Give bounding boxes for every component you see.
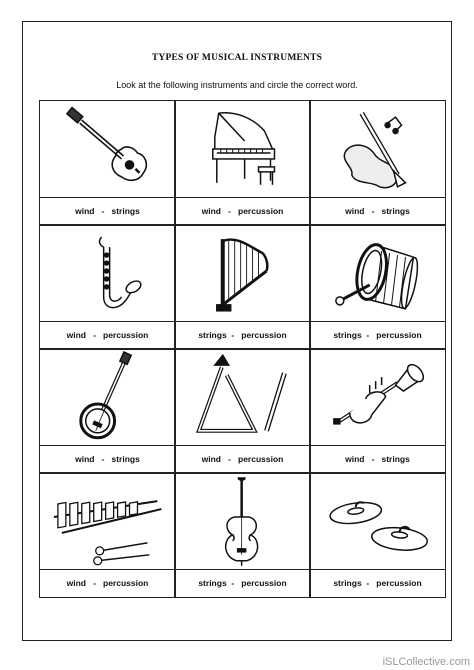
instrument-card	[309, 100, 445, 225]
instrument-card	[39, 348, 175, 473]
answer-choices[interactable]: wind - percussion	[40, 321, 174, 349]
instrument-card	[39, 100, 175, 225]
instrument-card	[174, 224, 310, 349]
saxophone-icon	[40, 225, 174, 320]
harp-icon	[175, 225, 309, 320]
banjo-icon	[40, 349, 174, 444]
instrument-card	[174, 100, 310, 225]
cymbals-icon	[310, 473, 444, 568]
triangle-icon	[175, 349, 309, 444]
answer-choices[interactable]: wind - percussion	[175, 197, 309, 225]
answer-choices[interactable]: wind - strings	[310, 197, 444, 225]
answer-choices[interactable]: wind - strings	[40, 197, 174, 225]
instrument-card	[174, 348, 310, 473]
grand-piano-icon	[175, 101, 309, 196]
answer-choices[interactable]: strings - percussion	[310, 569, 444, 597]
xylophone-icon	[40, 473, 174, 568]
instrument-card	[309, 348, 445, 473]
guitar-icon	[40, 101, 174, 196]
answer-choices[interactable]: wind - percussion	[40, 569, 174, 597]
instrument-card	[39, 472, 175, 597]
instrument-card	[309, 472, 445, 597]
answer-choices[interactable]: wind - strings	[310, 445, 444, 473]
instructions: Look at the following instruments and circle the correct word.	[116, 80, 358, 90]
trumpet-icon	[310, 349, 444, 444]
instrument-card	[39, 224, 175, 349]
worksheet-title: TYPES OF MUSICAL INSTRUMENTS	[151, 53, 323, 63]
cello-icon	[175, 473, 309, 568]
answer-choices[interactable]: wind - percussion	[175, 445, 309, 473]
instrument-grid	[40, 101, 445, 597]
answer-choices[interactable]: strings - percussion	[175, 569, 309, 597]
answer-choices[interactable]: strings - percussion	[175, 321, 309, 349]
instrument-card	[309, 224, 445, 349]
answer-choices[interactable]: strings - percussion	[310, 321, 444, 349]
drum-icon	[310, 225, 444, 320]
instrument-card	[174, 472, 310, 597]
watermark: iSLCollective.com	[382, 656, 470, 668]
clarinet-icon	[310, 101, 444, 196]
answer-choices[interactable]: wind - strings	[40, 445, 174, 473]
